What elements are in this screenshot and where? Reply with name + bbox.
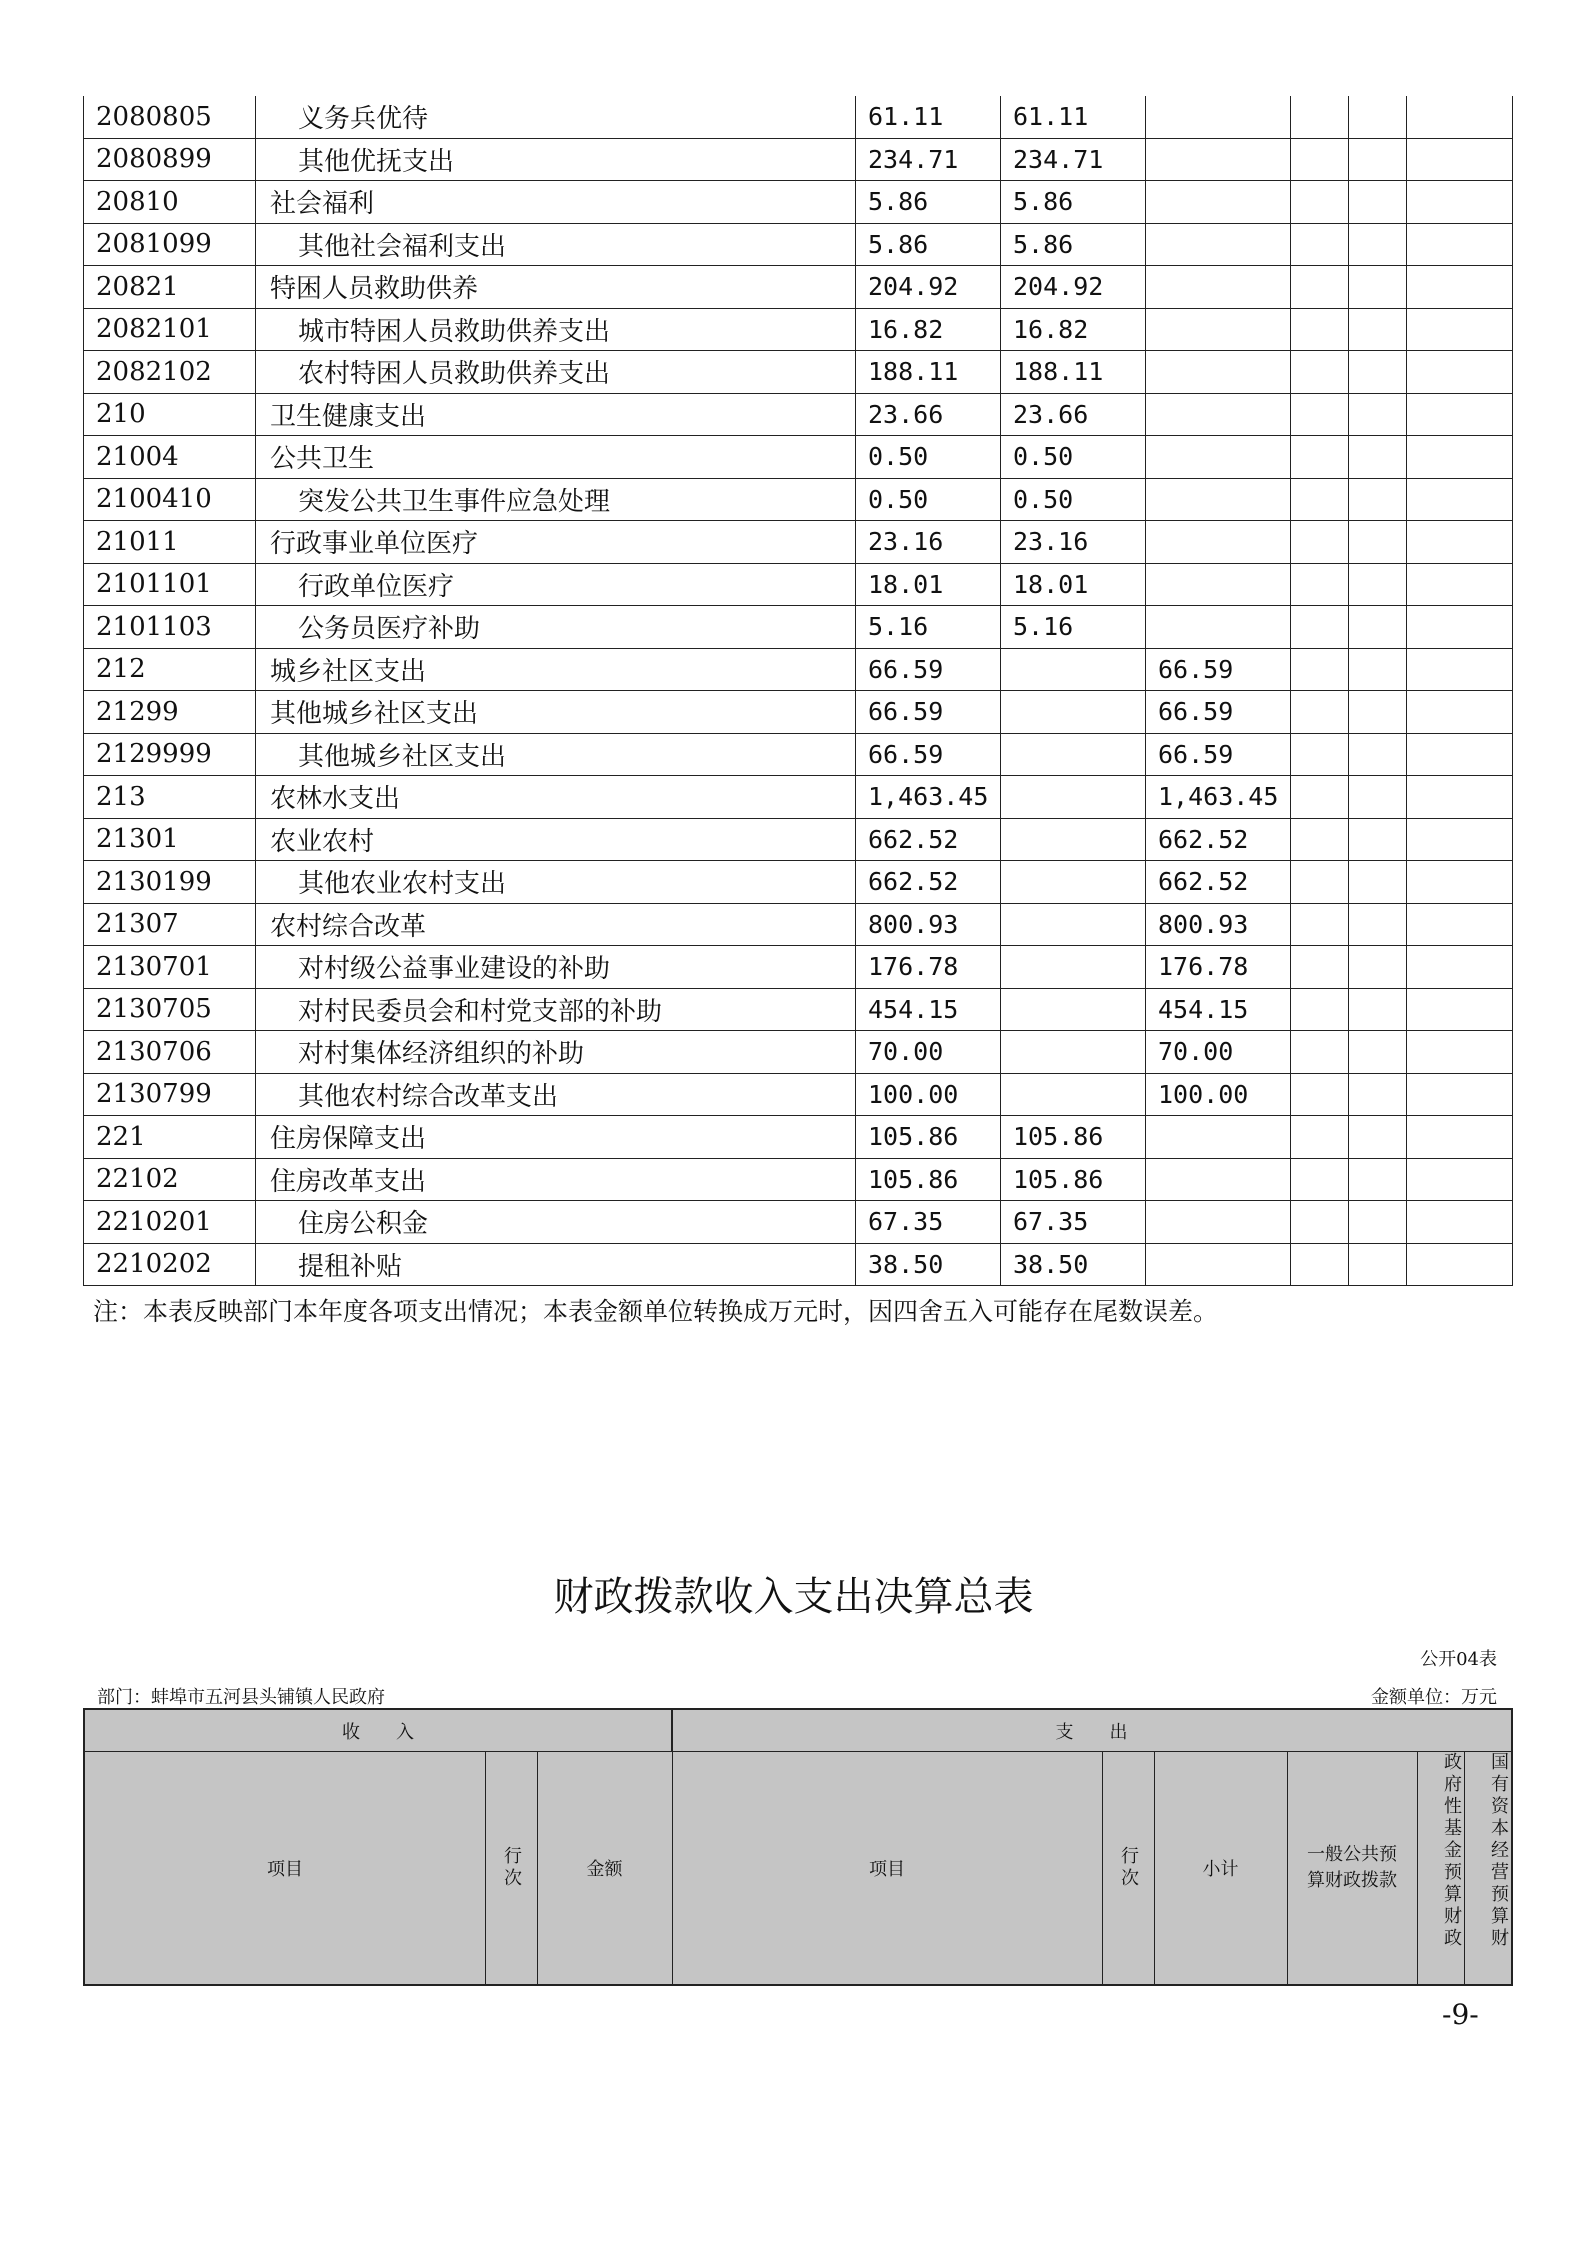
total-cell: 66.59 (856, 691, 1001, 733)
empty-cell (1407, 479, 1513, 521)
empty-cell (1349, 1074, 1407, 1116)
total-cell: 105.86 (856, 1159, 1001, 1201)
general-budget-header: 一般公共预算财政拨款 (1307, 1844, 1397, 1891)
empty-cell (1291, 266, 1349, 308)
account-code-cell: 21307 (83, 904, 256, 946)
account-name-cell: 特困人员救助供养 (256, 266, 856, 308)
account-code-cell: 20810 (83, 181, 256, 223)
account-code-cell: 21004 (83, 436, 256, 478)
empty-cell (1291, 606, 1349, 648)
empty-cell (1291, 691, 1349, 733)
empty-cell (1349, 861, 1407, 903)
total-cell: 662.52 (856, 861, 1001, 903)
account-code-cell: 2210201 (83, 1201, 256, 1243)
table-row (83, 904, 1513, 947)
empty-cell (1349, 96, 1407, 138)
basic-expense-cell: 188.11 (1001, 351, 1146, 393)
empty-cell (1407, 1031, 1513, 1073)
empty-cell (1349, 691, 1407, 733)
account-code-cell: 2129999 (83, 734, 256, 776)
basic-expense-cell: 5.86 (1001, 224, 1146, 266)
account-code-cell: 2130701 (83, 946, 256, 988)
basic-expense-cell (1001, 691, 1146, 733)
empty-cell (1407, 1201, 1513, 1243)
empty-cell (1291, 649, 1349, 691)
total-cell: 204.92 (856, 266, 1001, 308)
project-expense-cell: 70.00 (1146, 1031, 1291, 1073)
table-row (83, 1244, 1513, 1287)
expense-row-no-header: 行次 (1118, 1846, 1139, 1890)
empty-cell (1349, 479, 1407, 521)
form-number: 公开04表 (1420, 1649, 1497, 1670)
table-row (83, 394, 1513, 437)
basic-expense-cell: 204.92 (1001, 266, 1146, 308)
account-code-cell: 2100410 (83, 479, 256, 521)
empty-cell (1349, 351, 1407, 393)
account-name-cell: 行政事业单位医疗 (256, 521, 856, 563)
empty-cell (1407, 649, 1513, 691)
total-cell: 0.50 (856, 436, 1001, 478)
table-row (83, 224, 1513, 267)
empty-cell (1407, 351, 1513, 393)
table-row (83, 606, 1513, 649)
empty-cell (1349, 139, 1407, 181)
total-cell: 176.78 (856, 946, 1001, 988)
state-capital-header: 国有资本经营预算财 (1488, 1752, 1509, 1950)
account-name-cell: 突发公共卫生事件应急处理 (256, 479, 856, 521)
total-cell: 105.86 (856, 1116, 1001, 1158)
account-name-cell: 对村级公益事业建设的补助 (256, 946, 856, 988)
basic-expense-cell: 105.86 (1001, 1159, 1146, 1201)
account-code-cell: 221 (83, 1116, 256, 1158)
project-expense-cell: 662.52 (1146, 861, 1291, 903)
income-header: 收 入 (85, 1710, 672, 1752)
account-name-cell: 农村综合改革 (256, 904, 856, 946)
table-row (83, 1201, 1513, 1244)
basic-expense-cell: 234.71 (1001, 139, 1146, 181)
total-cell: 67.35 (856, 1201, 1001, 1243)
basic-expense-cell (1001, 734, 1146, 776)
total-cell: 16.82 (856, 309, 1001, 351)
empty-cell (1291, 1031, 1349, 1073)
basic-expense-cell: 61.11 (1001, 96, 1146, 138)
total-cell: 23.66 (856, 394, 1001, 436)
project-expense-cell: 1,463.45 (1146, 776, 1291, 818)
project-expense-cell (1146, 479, 1291, 521)
account-code-cell: 2080805 (83, 96, 256, 138)
empty-cell (1349, 606, 1407, 648)
project-expense-cell: 100.00 (1146, 1074, 1291, 1116)
account-code-cell: 20821 (83, 266, 256, 308)
project-expense-cell (1146, 394, 1291, 436)
account-code-cell: 21011 (83, 521, 256, 563)
empty-cell (1291, 351, 1349, 393)
empty-cell (1291, 1159, 1349, 1201)
empty-cell (1349, 224, 1407, 266)
total-cell: 5.16 (856, 606, 1001, 648)
empty-cell (1349, 946, 1407, 988)
empty-cell (1349, 564, 1407, 606)
table-row (83, 479, 1513, 522)
account-code-cell: 2080899 (83, 139, 256, 181)
project-expense-cell (1146, 436, 1291, 478)
account-code-cell: 2082102 (83, 351, 256, 393)
total-cell: 38.50 (856, 1244, 1001, 1286)
project-expense-cell (1146, 181, 1291, 223)
basic-expense-cell (1001, 649, 1146, 691)
table-row (83, 309, 1513, 352)
empty-cell (1349, 776, 1407, 818)
account-code-cell: 2082101 (83, 309, 256, 351)
basic-expense-cell: 23.16 (1001, 521, 1146, 563)
table-row (83, 734, 1513, 777)
project-expense-cell: 800.93 (1146, 904, 1291, 946)
empty-cell (1291, 1244, 1349, 1286)
empty-cell (1407, 394, 1513, 436)
empty-cell (1291, 989, 1349, 1031)
account-code-cell: 21301 (83, 819, 256, 861)
empty-cell (1407, 819, 1513, 861)
total-cell: 61.11 (856, 96, 1001, 138)
empty-cell (1291, 564, 1349, 606)
account-name-cell: 对村集体经济组织的补助 (256, 1031, 856, 1073)
table-row (83, 1116, 1513, 1159)
account-name-cell: 义务兵优待 (256, 96, 856, 138)
empty-cell (1291, 436, 1349, 478)
empty-cell (1291, 904, 1349, 946)
account-code-cell: 210 (83, 394, 256, 436)
empty-cell (1349, 1159, 1407, 1201)
total-cell: 23.16 (856, 521, 1001, 563)
project-expense-cell (1146, 1201, 1291, 1243)
account-code-cell: 2130705 (83, 989, 256, 1031)
table-row (83, 861, 1513, 904)
account-name-cell: 对村民委员会和村党支部的补助 (256, 989, 856, 1031)
empty-cell (1349, 436, 1407, 478)
empty-cell (1349, 734, 1407, 776)
empty-cell (1407, 224, 1513, 266)
table-row (83, 989, 1513, 1032)
account-code-cell: 2081099 (83, 224, 256, 266)
project-expense-cell (1146, 1244, 1291, 1286)
empty-cell (1407, 776, 1513, 818)
grid-line (1417, 1752, 1418, 1984)
empty-cell (1407, 96, 1513, 138)
basic-expense-cell: 105.86 (1001, 1116, 1146, 1158)
empty-cell (1349, 266, 1407, 308)
project-expense-cell (1146, 224, 1291, 266)
empty-cell (1291, 181, 1349, 223)
project-expense-cell: 176.78 (1146, 946, 1291, 988)
basic-expense-cell (1001, 989, 1146, 1031)
empty-cell (1349, 309, 1407, 351)
account-name-cell: 其他农村综合改革支出 (256, 1074, 856, 1116)
total-cell: 66.59 (856, 734, 1001, 776)
table-row (83, 521, 1513, 564)
account-name-cell: 住房改革支出 (256, 1159, 856, 1201)
account-name-cell: 其他城乡社区支出 (256, 734, 856, 776)
basic-expense-cell: 38.50 (1001, 1244, 1146, 1286)
grid-line (1102, 1752, 1103, 1984)
table-row (83, 1074, 1513, 1117)
empty-cell (1407, 521, 1513, 563)
account-name-cell: 城市特困人员救助供养支出 (256, 309, 856, 351)
empty-cell (1407, 139, 1513, 181)
account-name-cell: 其他农业农村支出 (256, 861, 856, 903)
empty-cell (1291, 776, 1349, 818)
project-expense-cell (1146, 351, 1291, 393)
empty-cell (1349, 1201, 1407, 1243)
total-cell: 66.59 (856, 649, 1001, 691)
empty-cell (1349, 989, 1407, 1031)
account-code-cell: 212 (83, 649, 256, 691)
project-expense-cell (1146, 266, 1291, 308)
total-cell: 70.00 (856, 1031, 1001, 1073)
grid-line (485, 1752, 486, 1984)
project-expense-cell (1146, 1159, 1291, 1201)
empty-cell (1291, 139, 1349, 181)
empty-cell (1349, 819, 1407, 861)
empty-cell (1407, 1244, 1513, 1286)
total-cell: 18.01 (856, 564, 1001, 606)
empty-cell (1291, 309, 1349, 351)
basic-expense-cell: 0.50 (1001, 436, 1146, 478)
basic-expense-cell: 5.16 (1001, 606, 1146, 648)
account-name-cell: 农村特困人员救助供养支出 (256, 351, 856, 393)
empty-cell (1291, 479, 1349, 521)
empty-cell (1407, 861, 1513, 903)
project-expense-cell: 66.59 (1146, 649, 1291, 691)
table-row (83, 1031, 1513, 1074)
table-row (83, 691, 1513, 734)
project-expense-cell (1146, 564, 1291, 606)
basic-expense-cell (1001, 819, 1146, 861)
empty-cell (1291, 394, 1349, 436)
basic-expense-cell: 16.82 (1001, 309, 1146, 351)
table-row (83, 181, 1513, 224)
account-name-cell: 城乡社区支出 (256, 649, 856, 691)
empty-cell (1291, 224, 1349, 266)
total-cell: 234.71 (856, 139, 1001, 181)
empty-cell (1407, 266, 1513, 308)
empty-cell (1407, 436, 1513, 478)
basic-expense-cell (1001, 1074, 1146, 1116)
basic-expense-cell (1001, 946, 1146, 988)
empty-cell (1291, 1074, 1349, 1116)
basic-expense-cell (1001, 776, 1146, 818)
account-name-cell: 其他社会福利支出 (256, 224, 856, 266)
project-expense-cell (1146, 606, 1291, 648)
expense-item-header: 项目 (869, 1859, 905, 1880)
basic-expense-cell: 18.01 (1001, 564, 1146, 606)
account-name-cell: 公共卫生 (256, 436, 856, 478)
empty-cell (1349, 521, 1407, 563)
project-expense-cell (1146, 1116, 1291, 1158)
empty-cell (1291, 734, 1349, 776)
total-cell: 454.15 (856, 989, 1001, 1031)
table-row (83, 436, 1513, 479)
empty-cell (1291, 1116, 1349, 1158)
empty-cell (1407, 564, 1513, 606)
table-row (83, 96, 1513, 139)
project-expense-cell (1146, 139, 1291, 181)
account-code-cell: 22102 (83, 1159, 256, 1201)
account-code-cell: 2130706 (83, 1031, 256, 1073)
table-row (83, 266, 1513, 309)
account-name-cell: 农业农村 (256, 819, 856, 861)
empty-cell (1291, 946, 1349, 988)
table-row (83, 351, 1513, 394)
income-item-header: 项目 (267, 1859, 303, 1880)
account-code-cell: 21299 (83, 691, 256, 733)
account-name-cell: 其他城乡社区支出 (256, 691, 856, 733)
empty-cell (1349, 649, 1407, 691)
total-cell: 5.86 (856, 224, 1001, 266)
empty-cell (1349, 1031, 1407, 1073)
empty-cell (1349, 181, 1407, 223)
project-expense-cell: 66.59 (1146, 691, 1291, 733)
account-code-cell: 2130799 (83, 1074, 256, 1116)
amount-unit-label: 金额单位：万元 (1371, 1687, 1497, 1708)
project-expense-cell (1146, 309, 1291, 351)
project-expense-cell (1146, 521, 1291, 563)
account-name-cell: 提租补贴 (256, 1244, 856, 1286)
basic-expense-cell (1001, 904, 1146, 946)
income-amount-header: 金额 (586, 1859, 623, 1880)
basic-expense-cell: 67.35 (1001, 1201, 1146, 1243)
grid-line (1154, 1752, 1155, 1984)
account-name-cell: 社会福利 (256, 181, 856, 223)
project-expense-cell: 662.52 (1146, 819, 1291, 861)
empty-cell (1291, 96, 1349, 138)
empty-cell (1291, 861, 1349, 903)
basic-expense-cell: 0.50 (1001, 479, 1146, 521)
basic-expense-cell (1001, 1031, 1146, 1073)
account-code-cell: 2101103 (83, 606, 256, 648)
empty-cell (1407, 1074, 1513, 1116)
table-row (83, 564, 1513, 607)
empty-cell (1407, 606, 1513, 648)
total-cell: 0.50 (856, 479, 1001, 521)
empty-cell (1349, 1116, 1407, 1158)
expense-subtotal-header: 小计 (1202, 1859, 1239, 1880)
grid-line (1464, 1752, 1465, 1984)
account-name-cell: 住房保障支出 (256, 1116, 856, 1158)
account-code-cell: 213 (83, 776, 256, 818)
grid-line (537, 1752, 538, 1984)
empty-cell (1407, 691, 1513, 733)
empty-cell (1407, 309, 1513, 351)
income-row-no-header: 行次 (501, 1846, 522, 1890)
page-number: -9- (1442, 1998, 1479, 2031)
empty-cell (1407, 1116, 1513, 1158)
expense-header: 支 出 (672, 1710, 1511, 1752)
empty-cell (1349, 394, 1407, 436)
project-expense-cell: 66.59 (1146, 734, 1291, 776)
table-note: 注：本表反映部门本年度各项支出情况；本表金额单位转换成万元时，因四舍五入可能存在尾数误差。 (93, 1297, 1219, 1326)
account-name-cell: 行政单位医疗 (256, 564, 856, 606)
table-row (83, 649, 1513, 692)
empty-cell (1291, 521, 1349, 563)
account-name-cell: 农林水支出 (256, 776, 856, 818)
empty-cell (1291, 1201, 1349, 1243)
gov-fund-header: 政府性基金预算财政 (1441, 1752, 1462, 1950)
account-name-cell: 公务员医疗补助 (256, 606, 856, 648)
empty-cell (1407, 946, 1513, 988)
total-cell: 100.00 (856, 1074, 1001, 1116)
empty-cell (1407, 1159, 1513, 1201)
table-row (83, 946, 1513, 989)
total-cell: 5.86 (856, 181, 1001, 223)
page-title: 财政拨款收入支出决算总表 (553, 1574, 1034, 1620)
grid-line (672, 1710, 673, 1984)
project-expense-cell (1146, 96, 1291, 138)
account-code-cell: 2101101 (83, 564, 256, 606)
basic-expense-cell: 5.86 (1001, 181, 1146, 223)
account-code-cell: 2210202 (83, 1244, 256, 1286)
account-name-cell: 住房公积金 (256, 1201, 856, 1243)
table-row (83, 139, 1513, 182)
total-cell: 800.93 (856, 904, 1001, 946)
empty-cell (1349, 904, 1407, 946)
table-row (83, 776, 1513, 819)
account-name-cell: 其他优抚支出 (256, 139, 856, 181)
empty-cell (1407, 904, 1513, 946)
total-cell: 1,463.45 (856, 776, 1001, 818)
empty-cell (1349, 1244, 1407, 1286)
table-row (83, 819, 1513, 862)
account-code-cell: 2130199 (83, 861, 256, 903)
total-cell: 662.52 (856, 819, 1001, 861)
empty-cell (1407, 734, 1513, 776)
empty-cell (1407, 181, 1513, 223)
total-cell: 188.11 (856, 351, 1001, 393)
basic-expense-cell (1001, 861, 1146, 903)
empty-cell (1291, 819, 1349, 861)
table-row (83, 1159, 1513, 1202)
expense-detail-table (83, 96, 1513, 1286)
project-expense-cell: 454.15 (1146, 989, 1291, 1031)
account-name-cell: 卫生健康支出 (256, 394, 856, 436)
basic-expense-cell: 23.66 (1001, 394, 1146, 436)
empty-cell (1407, 989, 1513, 1031)
grid-line (1287, 1752, 1288, 1984)
department-label: 部门：蚌埠市五河县头铺镇人民政府 (97, 1687, 385, 1708)
budget-summary-table-header (83, 1708, 1513, 1986)
